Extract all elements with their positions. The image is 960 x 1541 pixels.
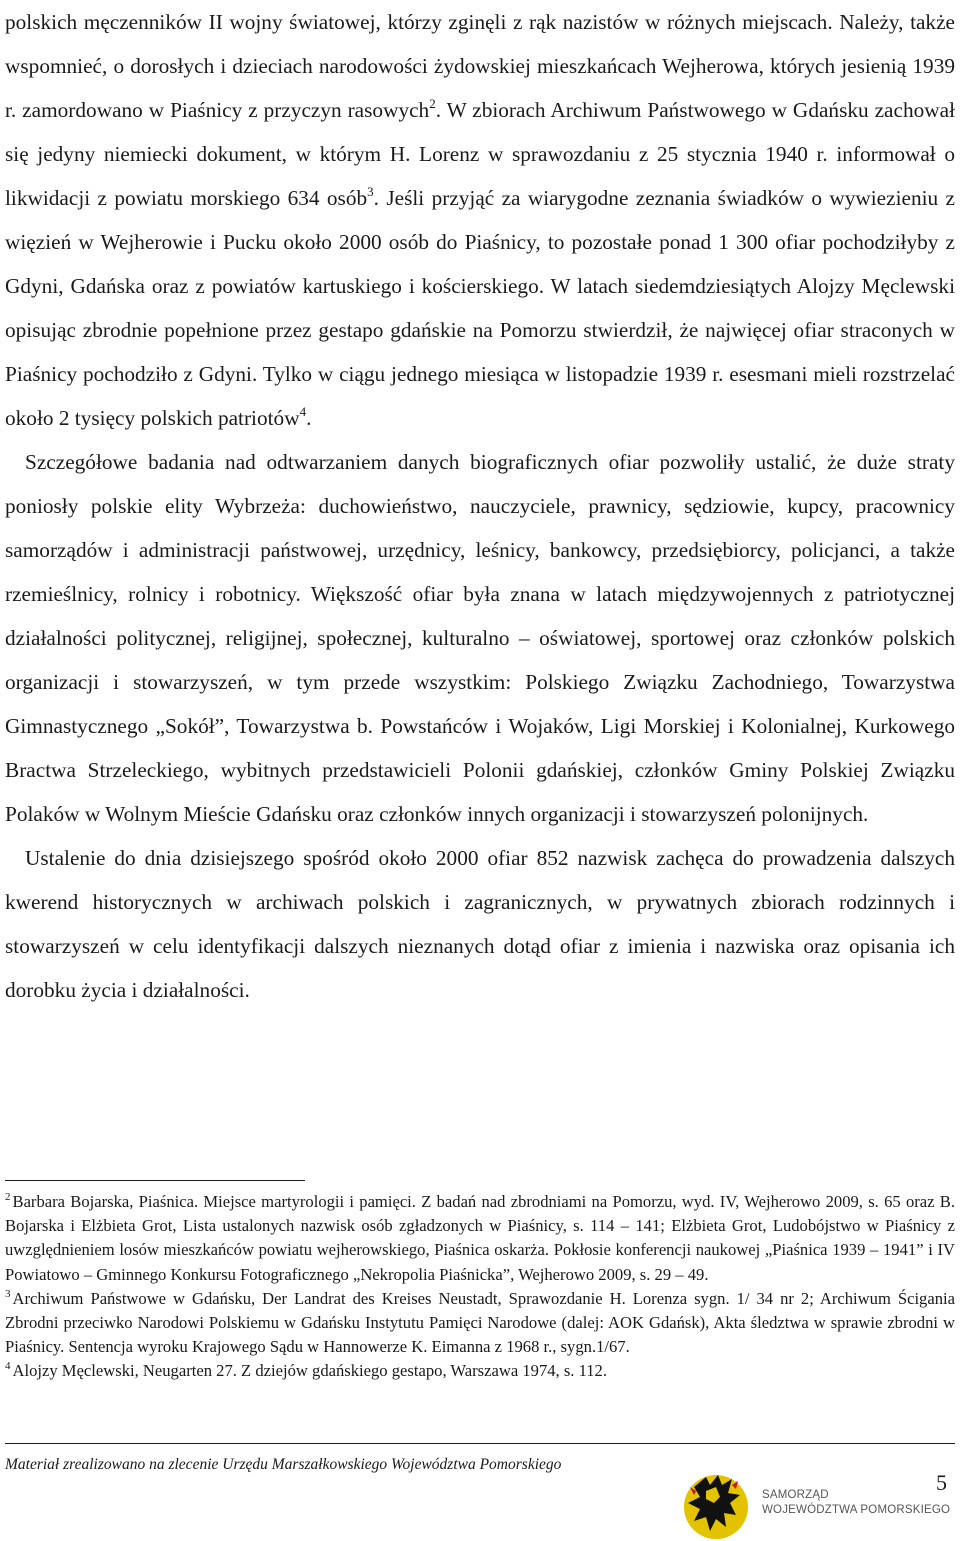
paragraph-1 (5, 0, 955, 440)
footer-credit: Materiał zrealizowano na zlecenie Urzędu Marszałkowskiego Województwa Pomorskiego (5, 1456, 562, 1473)
footnote-3 (5, 1287, 955, 1360)
page-number: 5 (936, 1470, 947, 1495)
footnote-ref-2[interactable]: 2 (429, 96, 436, 111)
logo-line-2: WOJEWÓDZTWA POMORSKIEGO (762, 1504, 951, 1516)
paragraph-3-text: Ustalenie do dnia dzisiejszego spośród około 2000 ofiar 852 nazwisk zachęca do prowadzenia dalszych kwerend historycznych w archiwach polskich i zagranicznych, w prywatnych zbiorach rodzinnych i stowarzyszeń w celu identyfikacji dalszych nieznanych dotąd ofiar z imienia i nazwiska oraz opisania ich dorobku życia i działalności. (5, 846, 955, 1002)
footnote-text: Archiwum Państwowe w Gdańsku, Der Landrat des Kreises Neustadt, Sprawozdanie H. Lorenza sygn. 1/ 34 nr 2; Archiwum Ścigania Zbrodni przeciwko Narodowi Polskiemu w Gdańsku Instytutu Pamięci Narodowe (dalej: AOK Gdańsk), Akta śledztwa w sprawie zbrodni w Piaśnicy. Sentencja wyroku Krajowego Sądu w Hannowerze K. Eimanna z 1968 r., sygn.1/67. (5, 1288, 955, 1357)
footnote-2 (5, 1190, 955, 1287)
footnotes (5, 1190, 955, 1384)
pomeranian-griffin-icon (676, 1467, 756, 1541)
paragraph-2 (5, 440, 955, 836)
footnote-number: 2 (5, 1191, 11, 1203)
paragraph-1-text-2: . W zbiorach Archiwum Państwowego w Gdańsku zachował się jedyny niemiecki dokument, w którym H. Lorenz w sprawozdaniu z 25 stycznia 1940 r. informował o likwidacji z powiatu morskiego 634 osób (5, 98, 955, 210)
footnote-number: 4 (5, 1360, 11, 1373)
footnote-text: Barbara Bojarska, Piaśnica. Miejsce martyrologii i pamięci. Z badań nad zbrodniami na Pomorzu, wyd. IV, Wejherowo 2009, s. 65 oraz B. Bojarska i Elżbieta Grot, Lista ustalonych nazwisk osób zgładzonych w Piaśnicy, s. 114 – 141; Elżbieta Grot, Ludobójstwo w Piaśnicy z uwzględnieniem losów mieszkańców powiatu wejherowskiego, Piaśnica oskarża. Pokłosie konferencji naukowej „Piaśnica 1939 – 1941” i IV Powiatowo – Gminnego Konkursu Fotograficznego „Nekropolia Piaśnicka”, Wejherowo 2009, s. 29 – 49. (5, 1192, 955, 1284)
footer-divider (5, 1443, 955, 1444)
footnote-text: Alojzy Męclewski, Neugarten 27. Z dziejów gdańskiego gestapo, Warszawa 1974, s. 112. (12, 1361, 608, 1381)
paragraph-1-text-1: polskich męczenników II wojny światowej, którzy zginęli z rąk nazistów w różnych miejscach. Należy, także wspomnieć, o dorosłych i dzieciach narodowości żydowskiej mieszkańcach Wejherowa, których jesienią 1939 r. zamordowano w Piaśnicy z przyczyn rasowych (5, 10, 955, 122)
paragraph-1-text-4: . (306, 406, 312, 430)
paragraph-1-text-3: . Jeśli przyjąć za wiarygodne zeznania świadków o wywiezieniu z więzień w Wejherowie i Pucku około 2000 osób do Piaśnicy, to pozostałe ponad 1 300 ofiar pochodziłyby z Gdyni, Gdańska oraz z powiatów kartuskiego i kościerskiego. W latach siedemdziesiątych Alojzy Męclewski opisując zbrodnie popełnione przez gestapo gdańskie na Pomorzu stwierdził, że najwięcej ofiar straconych w Piaśnicy pochodziło z Gdyni. Tylko w ciągu jednego miesiąca w listopadzie 1939 r. esesmani mieli rozstrzelać około 2 tysięcy polskich patriotów (5, 186, 955, 430)
footnote-number: 3 (5, 1287, 11, 1300)
footnote-ref-4[interactable]: 4 (299, 404, 307, 419)
footnote-separator (5, 1180, 305, 1181)
paragraph-2-text: Szczegółowe badania nad odtwarzaniem danych biograficznych ofiar pozwoliły ustalić, że duże straty poniosły polskie elity Wybrzeża: duchowieństwo, nauczyciele, prawnicy, sędziowie, kupcy, pracownicy samorządów i administracji państwowej, urzędnicy, leśnicy, bankowcy, przedsiębiorcy, policjanci, a także rzemieślnicy, rolnicy i robotnicy. Większość ofiar była znana w latach międzywojennych z patriotycznej działalności politycznej, religijnej, społecznej, kulturalno – oświatowej, sportowej oraz członków polskich organizacji i stowarzyszeń, w tym przede wszystkim: Polskiego Związku Zachodniego, Towarzystwa Gimnastycznego „Sokół”, Towarzystwa b. Powstańców i Wojaków, Ligi Morskiej i Kolonialnej, Kurkowego Bractwa Strzeleckiego, wybitnych przedstawicieli Polonii gdańskiej, członków Gminy Polskiej Związku Polaków w Wolnym Mieście Gdańsku oraz członków innych organizacji i stowarzyszeń polonijnych. (5, 450, 955, 826)
footnote-ref-3[interactable]: 3 (367, 184, 374, 199)
paragraph-3 (5, 836, 955, 1012)
logo-line-1: SAMORZĄD (762, 1489, 829, 1501)
footnote-4 (5, 1359, 955, 1383)
logo-text (762, 1488, 950, 1518)
body-text (5, 0, 955, 1012)
